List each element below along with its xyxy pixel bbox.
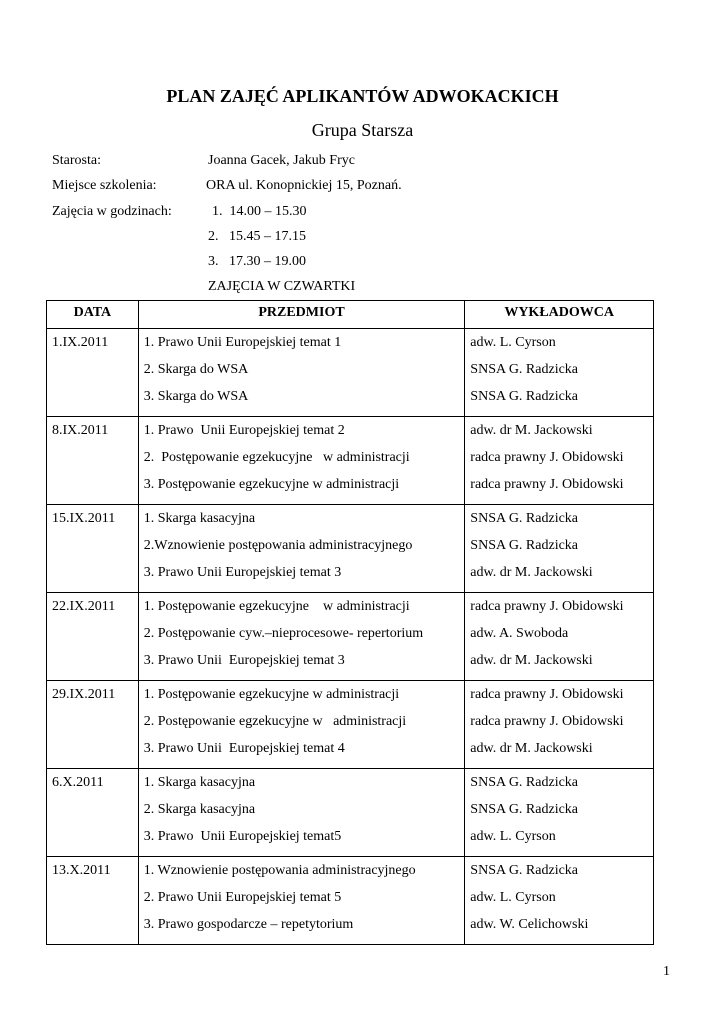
lecturer-cell xyxy=(465,769,654,857)
table-row xyxy=(47,769,654,857)
subject-cell xyxy=(138,681,465,769)
lecturer-line: SNSA G. Radzicka xyxy=(470,802,579,817)
subject-line: 3. Prawo Unii Europejskiej temat 3 xyxy=(143,653,345,668)
date-cell xyxy=(47,857,139,945)
subject-line: 2.Wznowienie postępowania administracyjnego xyxy=(143,538,413,553)
lecturer-line: SNSA G. Radzicka xyxy=(470,538,579,553)
lecturer-cell xyxy=(465,593,654,681)
subject-cell xyxy=(138,593,465,681)
subject-line: 3. Prawo Unii Europejskiej temat5 xyxy=(143,829,342,844)
date-cell xyxy=(47,769,139,857)
subject-line: 3. Prawo gospodarcze – repetytorium xyxy=(143,917,354,932)
lecturer-line: SNSA G. Radzicka xyxy=(470,863,579,878)
lecturer-line: radca prawny J. Obidowski xyxy=(470,477,624,492)
starosta-label: Starosta: xyxy=(52,153,101,168)
dzien-zajec: ZAJĘCIA W CZWARTKI xyxy=(208,279,356,294)
page-title: PLAN ZAJĘĆ APLIKANTÓW ADWOKACKICH xyxy=(166,86,559,106)
lecturer-line: adw. dr M. Jackowski xyxy=(470,565,593,580)
subject-line: 2. Postępowanie egzekucyjne w administracji xyxy=(143,450,410,465)
lecturer-line: adw. L. Cyrson xyxy=(470,890,556,905)
table-row xyxy=(47,329,654,417)
date-text: 13.X.2011 xyxy=(52,863,111,878)
lecturer-line: adw. A. Swoboda xyxy=(470,626,569,641)
lecturer-cell xyxy=(465,417,654,505)
date-text: 1.IX.2011 xyxy=(52,335,109,350)
subject-line: 1. Skarga kasacyjna xyxy=(143,775,256,790)
table-row xyxy=(47,857,654,945)
table-row xyxy=(47,681,654,769)
lecturer-line: radca prawny J. Obidowski xyxy=(470,450,624,465)
subject-line: 3. Postępowanie egzekucyjne w administracji xyxy=(143,477,400,492)
subject-line: 1. Wznowienie postępowania administracyjnego xyxy=(143,863,416,878)
lecturer-line: SNSA G. Radzicka xyxy=(470,775,579,790)
date-text: 22.IX.2011 xyxy=(52,599,116,614)
date-cell xyxy=(47,505,139,593)
lecturer-line: radca prawny J. Obidowski xyxy=(470,599,624,614)
date-text: 15.IX.2011 xyxy=(52,511,116,526)
lecturer-line: adw. dr M. Jackowski xyxy=(470,653,593,668)
lecturer-line: SNSA G. Radzicka xyxy=(470,362,579,377)
header-przedmiot: PRZEDMIOT xyxy=(138,301,465,329)
miejsce-label: Miejsce szkolenia: xyxy=(52,178,157,193)
date-cell xyxy=(47,681,139,769)
subject-line: 1. Skarga kasacyjna xyxy=(143,511,256,526)
lecturer-cell xyxy=(465,681,654,769)
godziny-slot-3: 3. 17.30 – 19.00 xyxy=(208,254,306,269)
subject-line: 1. Prawo Unii Europejskiej temat 1 xyxy=(143,335,342,350)
starosta-value: Joanna Gacek, Jakub Fryc xyxy=(208,153,355,168)
table-row xyxy=(47,505,654,593)
subject-line: 3. Prawo Unii Europejskiej temat 4 xyxy=(143,741,345,756)
subject-cell xyxy=(138,329,465,417)
date-text: 29.IX.2011 xyxy=(52,687,116,702)
schedule-table xyxy=(46,300,654,945)
table-row xyxy=(47,417,654,505)
header-wykladowca: WYKŁADOWCA xyxy=(465,301,654,329)
page-number: 1 xyxy=(663,964,670,979)
lecturer-line: adw. L. Cyrson xyxy=(470,829,556,844)
subject-line: 1. Postępowanie egzekucyjne w administracji xyxy=(143,687,400,702)
lecturer-line: adw. dr M. Jackowski xyxy=(470,741,593,756)
date-text: 8.IX.2011 xyxy=(52,423,109,438)
date-text: 6.X.2011 xyxy=(52,775,104,790)
lecturer-line: adw. L. Cyrson xyxy=(470,335,556,350)
lecturer-cell xyxy=(465,857,654,945)
date-cell xyxy=(47,593,139,681)
subject-line: 2. Skarga kasacyjna xyxy=(143,802,256,817)
table-row xyxy=(47,593,654,681)
lecturer-line: SNSA G. Radzicka xyxy=(470,511,579,526)
subject-line: 1. Postępowanie egzekucyjne w administracji xyxy=(143,599,410,614)
lecturer-line: radca prawny J. Obidowski xyxy=(470,687,624,702)
subject-line: 1. Prawo Unii Europejskiej temat 2 xyxy=(143,423,345,438)
subject-cell xyxy=(138,769,465,857)
lecturer-line: adw. dr M. Jackowski xyxy=(470,423,593,438)
subject-cell xyxy=(138,857,465,945)
godziny-slot-2: 2. 15.45 – 17.15 xyxy=(208,229,306,244)
lecturer-cell xyxy=(465,505,654,593)
page-subtitle: Grupa Starsza xyxy=(311,120,414,140)
header-data: DATA xyxy=(47,301,139,329)
subject-cell xyxy=(138,417,465,505)
date-cell xyxy=(47,417,139,505)
miejsce-value: ORA ul. Konopnickiej 15, Poznań. xyxy=(206,178,402,193)
lecturer-cell xyxy=(465,329,654,417)
lecturer-line: radca prawny J. Obidowski xyxy=(470,714,624,729)
subject-cell xyxy=(138,505,465,593)
lecturer-line: adw. W. Celichowski xyxy=(470,917,589,932)
subject-line: 2. Postępowanie egzekucyjne w administracji xyxy=(143,714,407,729)
subject-line: 3. Prawo Unii Europejskiej temat 3 xyxy=(143,565,342,580)
subject-line: 2. Skarga do WSA xyxy=(143,362,249,377)
date-cell xyxy=(47,329,139,417)
table-header-row xyxy=(47,301,654,329)
subject-line: 2. Prawo Unii Europejskiej temat 5 xyxy=(143,890,342,905)
subject-line: 3. Skarga do WSA xyxy=(143,389,249,404)
subject-line: 2. Postępowanie cyw.–nieprocesowe- repertorium xyxy=(143,626,424,641)
lecturer-line: SNSA G. Radzicka xyxy=(470,389,579,404)
godziny-slot-1: 1. 14.00 – 15.30 xyxy=(212,204,307,219)
godziny-label: Zajęcia w godzinach: xyxy=(52,204,172,219)
